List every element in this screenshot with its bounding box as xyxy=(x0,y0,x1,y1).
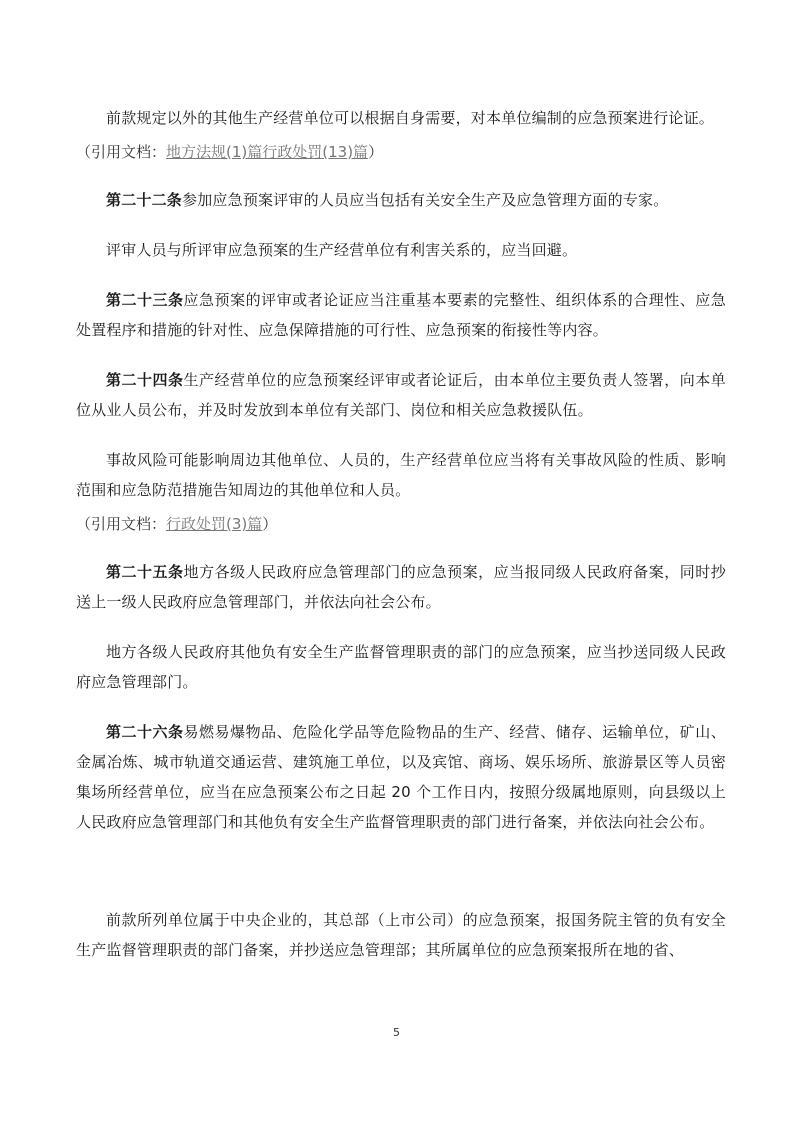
citation-link-local-regulations[interactable]: 地方法规(1)篇行政处罚(13)篇 xyxy=(166,143,369,161)
paragraph-text: 地方各级人民政府其他负有安全生产监督管理职责的部门的应急预案，应当抄送同级人民政府应急管理部门。 xyxy=(76,643,726,691)
article-25 xyxy=(76,557,726,617)
article-number: 第二十三条 xyxy=(106,291,184,309)
paragraph-text: 前款规定以外的其他生产经营单位可以根据自身需要，对本单位编制的应急预案进行论证。 xyxy=(106,109,715,127)
paragraph-text: 评审人员与所评审应急预案的生产经营单位有利害关系的，应当回避。 xyxy=(106,241,578,259)
citation-prefix: （引用文档： xyxy=(76,143,167,161)
article-number: 第二十五条 xyxy=(106,563,184,581)
article-text: 应急预案的评审或者论证应当注重基本要素的完整性、组织体系的合理性、应急处置程序和措施的针对性、应急保障措施的可行性、应急预案的衔接性等内容。 xyxy=(76,291,726,339)
citation-reference-1 xyxy=(76,141,726,163)
citation-suffix: ） xyxy=(262,515,278,533)
article-number: 第二十六条 xyxy=(106,723,184,741)
paragraph-reviewer-recusal xyxy=(76,235,726,265)
citation-prefix: （引用文档： xyxy=(76,515,167,533)
article-22 xyxy=(76,185,726,215)
article-number: 第二十四条 xyxy=(106,371,184,389)
citation-reference-2 xyxy=(76,513,726,535)
citation-link-administrative-penalty[interactable]: 行政处罚(3)篇 xyxy=(166,515,263,533)
citation-suffix: ） xyxy=(368,143,384,161)
paragraph-central-enterprises xyxy=(76,905,726,965)
article-23 xyxy=(76,285,726,345)
article-24 xyxy=(76,365,726,425)
paragraph-text: 前款所列单位属于中央企业的，其总部（上市公司）的应急预案，报国务院主管的负有安全生产监督管理职责的部门备案，并抄送应急管理部；其所属单位的应急预案报所在地的省、 xyxy=(76,911,726,959)
page-number: 5 xyxy=(393,1026,400,1039)
paragraph-risk-notification xyxy=(76,445,726,505)
article-text: 生产经营单位的应急预案经评审或者论证后，由本单位主要负责人签署，向本单位从业人员公布，并及时发放到本单位有关部门、岗位和相关应急救援队伍。 xyxy=(76,371,726,419)
article-text: 易燃易爆物品、危险化学品等危险物品的生产、经营、储存、运输单位，矿山、金属冶炼、城市轨道交通运营、建筑施工单位，以及宾馆、商场、娱乐场所、旅游景区等人员密集场所经营单位，应当在应急预案公布之日起 20 个工作日内，按照分级属地原则，向县级以上人民政府应急管理部门和其他负有安全生产监督管理职责的部门进行备案，并依法向社会公布。 xyxy=(76,723,726,831)
paragraph-text: 事故风险可能影响周边其他单位、人员的，生产经营单位应当将有关事故风险的性质、影响范围和应急防范措施告知周边的其他单位和人员。 xyxy=(76,451,726,499)
paragraph-demonstration-other-units xyxy=(76,103,726,133)
article-text: 参加应急预案评审的人员应当包括有关安全生产及应急管理方面的专家。 xyxy=(182,191,669,209)
article-number: 第二十二条 xyxy=(106,191,183,209)
article-26 xyxy=(76,717,726,837)
paragraph-other-departments xyxy=(76,637,726,697)
article-text: 地方各级人民政府应急管理部门的应急预案，应当报同级人民政府备案，同时抄送上一级人民政府应急管理部门，并依法向社会公布。 xyxy=(76,563,726,611)
